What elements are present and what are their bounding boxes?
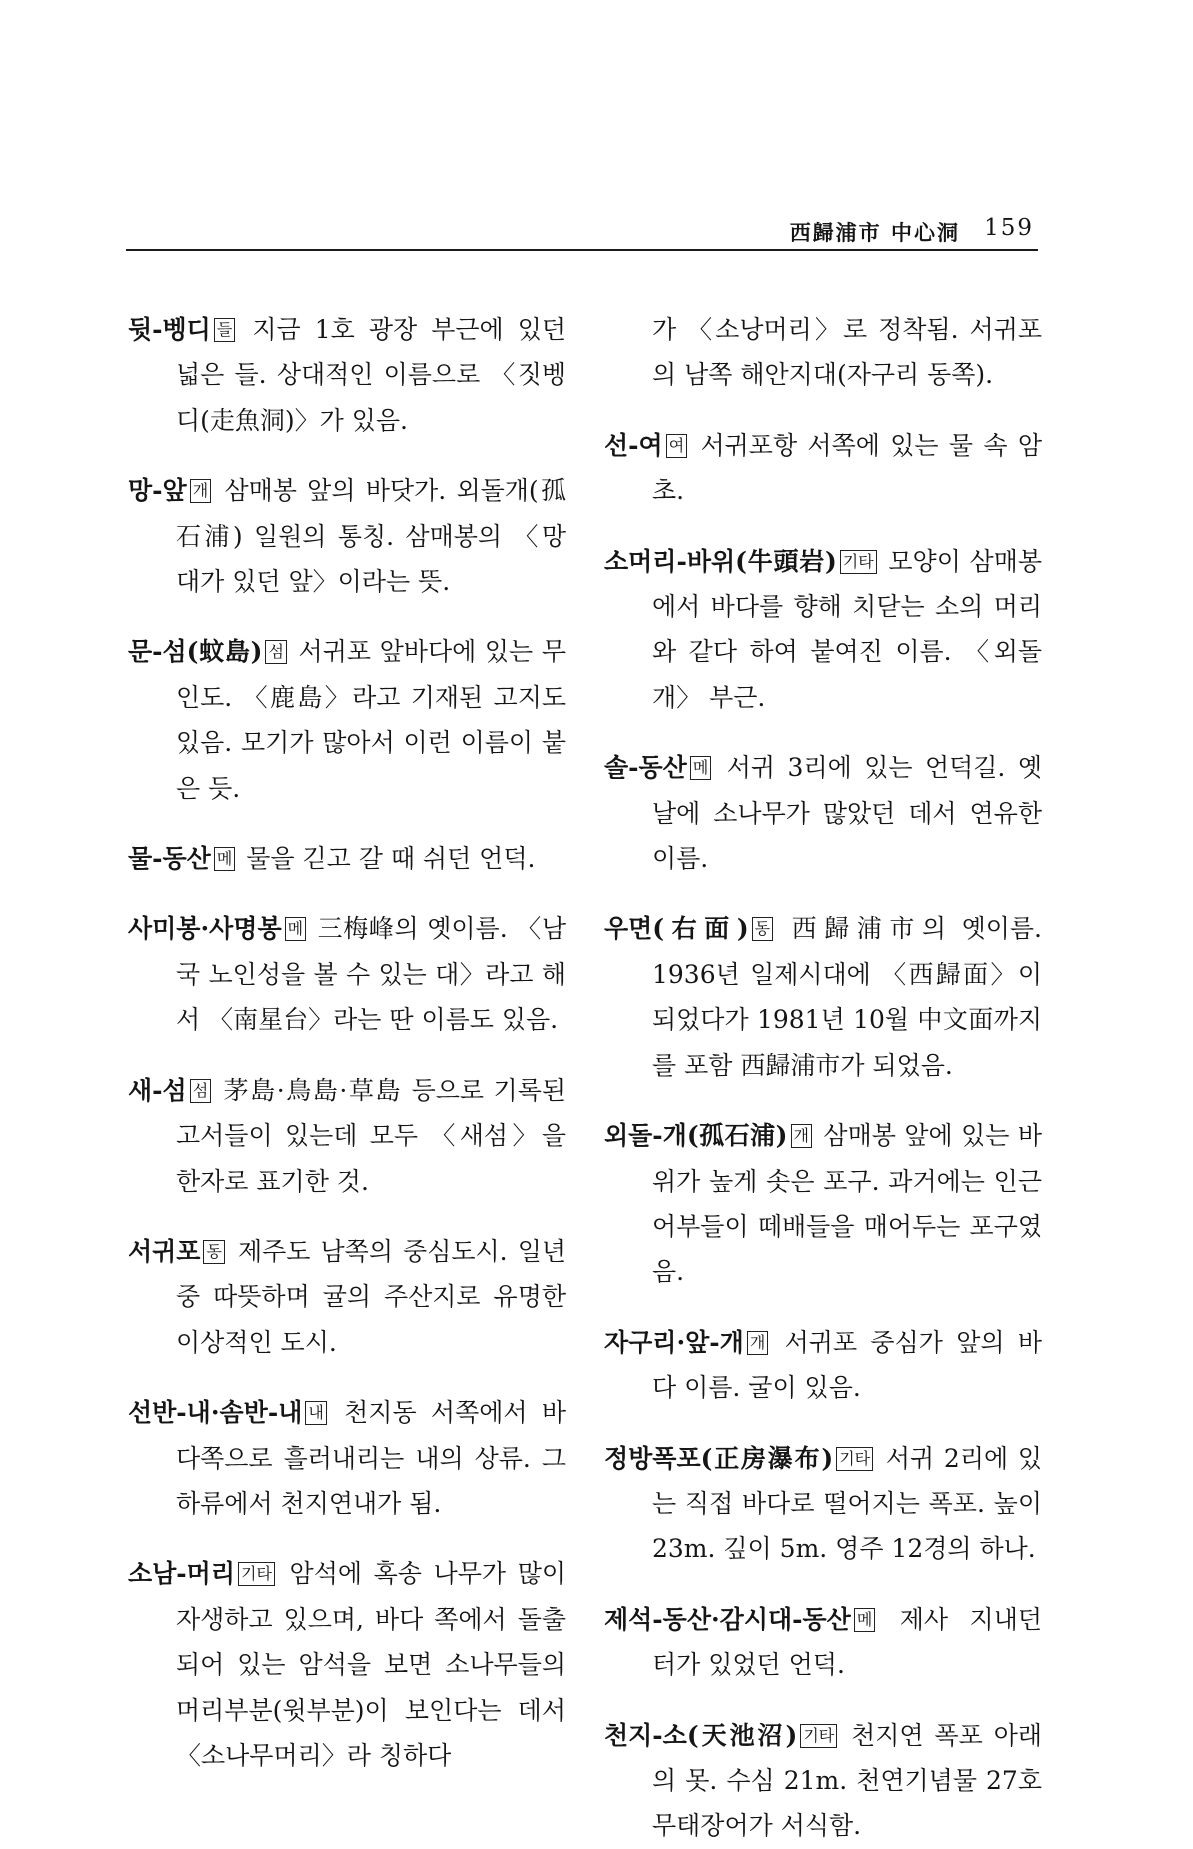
dictionary-entry	[128, 468, 566, 604]
dictionary-entry	[128, 1390, 566, 1526]
dictionary-entry	[604, 1436, 1042, 1572]
entry-text: 서귀 2리에 있는 직접 바다로 떨어지는 폭포. 높이 23m. 깊이 5m. 영주 12경의 하나.	[652, 1443, 1043, 1564]
entry-text: 삼매봉 앞의 바닷가. 외돌개(孤石浦) 일원의 통칭. 삼매봉의 〈망대가 있던 앞〉이라는 뜻.	[176, 476, 566, 597]
dictionary-entry	[128, 836, 566, 881]
entry-headword: 사미봉·사명봉	[128, 914, 282, 944]
entry-text: 제사 지내던 터가 있었던 언덕.	[652, 1604, 1042, 1680]
entry-headword: 솔-동산	[604, 753, 687, 783]
entry-text: 三梅峰의 옛이름. 〈남국 노인성을 볼 수 있는 대〉라고 해서 〈南星台〉라는 딴 이름도 있음.	[176, 914, 566, 1035]
dictionary-entry	[128, 1551, 566, 1778]
dictionary-entry	[128, 629, 566, 811]
dictionary-entry	[128, 906, 566, 1042]
dictionary-entry	[604, 539, 1042, 721]
category-tag: 기타	[836, 1447, 873, 1471]
entry-headword: 망-앞	[128, 476, 187, 506]
dictionary-entry	[604, 906, 1042, 1088]
dictionary-entry	[604, 1320, 1042, 1411]
category-tag: 메	[285, 917, 306, 941]
entry-text: 西歸浦市의 옛이름. 1936년 일제시대에 〈西歸面〉이 되었다가 1981년 10월 中文面까지를 포함 西歸浦市가 되었음.	[652, 914, 1042, 1080]
category-tag: 동	[752, 917, 773, 941]
dictionary-entry	[128, 307, 566, 443]
dictionary-entry	[604, 1713, 1042, 1849]
dictionary-entry	[604, 745, 1042, 881]
entry-headword: 선-여	[604, 430, 663, 460]
page-number: 159	[984, 215, 1034, 241]
entry-headword: 자구리·앞-개	[604, 1327, 744, 1357]
entry-headword: 소남-머리	[128, 1559, 235, 1589]
entry-text: 지금 1호 광장 부근에 있던 넓은 들. 상대적인 이름으로 〈짓벵디(走魚洞)〉가 있음.	[176, 315, 566, 435]
header-title: 西歸浦市 中心洞	[789, 220, 960, 245]
entry-text: 제주도 남쪽의 중심도시. 일년 중 따뜻하며 귤의 주산지로 유명한 이상적인 도시.	[176, 1236, 566, 1357]
dictionary-entry	[604, 1113, 1042, 1295]
category-tag: 메	[854, 1608, 875, 1632]
entry-text: 삼매봉 앞에 있는 바위가 높게 솟은 포구. 과거에는 인근 어부들이 떼배들을 매어두는 포구였음.	[652, 1121, 1042, 1287]
entry-headword: 서귀포	[128, 1236, 201, 1266]
entry-text: 모양이 삼매봉에서 바다를 향해 치닫는 소의 머리와 같다 하여 붙여진 이름. 〈외돌개〉 부근.	[652, 546, 1042, 712]
category-tag: 개	[791, 1124, 812, 1148]
entry-text: 천지연 폭포 아래의 못. 수심 21m. 천연기념물 27호 무태장어가 서식함.	[652, 1720, 1042, 1841]
category-tag: 기타	[840, 550, 877, 574]
entry-headword: 천지-소(天池沼)	[604, 1720, 798, 1750]
entry-headword: 정방폭포(正房瀑布)	[604, 1443, 834, 1473]
category-tag: 기타	[238, 1562, 275, 1586]
entry-text: 천지동 서쪽에서 바다쪽으로 흘러내리는 내의 상류. 그 하류에서 천지연내가 됨.	[176, 1398, 566, 1518]
entry-text: 서귀포 중심가 앞의 바다 이름. 굴이 있음.	[652, 1327, 1042, 1403]
entry-text: 서귀포 앞바다에 있는 무인도. 〈鹿島〉라고 기재된 고지도 있음. 모기가 많아서 이런 이름이 붙은 듯.	[176, 637, 566, 803]
dictionary-entry	[128, 1229, 566, 1365]
category-tag: 메	[214, 847, 235, 871]
category-tag: 여	[666, 434, 687, 458]
running-header	[126, 205, 1038, 251]
category-tag: 내	[305, 1401, 326, 1425]
entry-headword: 새-섬	[128, 1075, 187, 1105]
entry-headword: 우면(右面)	[604, 914, 749, 944]
entry-headword: 문-섬(蚊島)	[128, 637, 263, 667]
category-tag: 섬	[190, 1079, 211, 1103]
entry-text: 물을 긷고 갈 때 쉬던 언덕.	[238, 844, 536, 874]
entry-headword: 제석-동산·감시대-동산	[604, 1604, 851, 1634]
entry-headword: 물-동산	[128, 844, 211, 874]
left-column	[128, 282, 566, 1778]
entry-headword: 뒷-벵디	[128, 315, 211, 344]
dictionary-entry-continuation	[604, 307, 1042, 398]
entry-headword: 외돌-개(孤石浦)	[604, 1121, 788, 1151]
category-tag: 동	[203, 1240, 224, 1264]
category-tag: 개	[747, 1331, 768, 1355]
category-tag: 메	[690, 756, 711, 780]
entry-text: 암석에 혹송 나무가 많이 자생하고 있으며, 바다 쪽에서 돌출되어 있는 암석을 보면 소나무들의 머리부분(윗부분)이 보인다는 데서 〈소나무머리〉라 칭하다	[176, 1559, 566, 1770]
category-tag: 기타	[800, 1724, 837, 1748]
entry-text: 서귀포항 서쪽에 있는 물 속 암초.	[652, 430, 1042, 506]
category-tag: 섬	[265, 640, 286, 664]
dictionary-entry	[128, 1068, 566, 1204]
category-tag: 개	[190, 479, 211, 503]
right-column	[604, 282, 1042, 1849]
entry-headword: 선반-내·솜반-내	[128, 1398, 303, 1428]
entry-text: 서귀 3리에 있는 언덕길. 옛날에 소나무가 많았던 데서 연유한 이름.	[652, 753, 1042, 874]
entry-text: 가 〈소낭머리〉로 정착됨. 서귀포의 남쪽 해안지대(자구리 동쪽).	[652, 315, 1042, 390]
category-tag: 들	[214, 318, 235, 342]
entry-headword: 소머리-바위(牛頭岩)	[604, 546, 837, 576]
dictionary-entry	[604, 423, 1042, 514]
entry-text: 茅島·鳥島·草島 등으로 기록된 고서들이 있는데 모두 〈새섬〉을 한자로 표기한 것.	[176, 1075, 566, 1196]
dictionary-entry	[604, 1597, 1042, 1688]
